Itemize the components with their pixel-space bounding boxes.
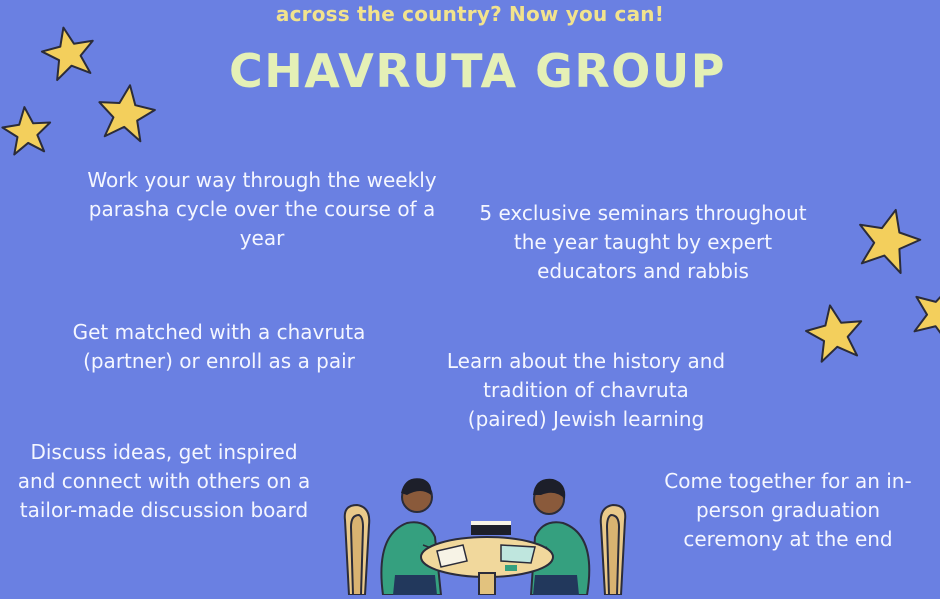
student-left xyxy=(381,478,457,595)
feature-matching: Get matched with a chavruta (partner) or enroll as a pair xyxy=(72,320,366,373)
star-icon xyxy=(0,104,56,160)
chair-right xyxy=(601,505,626,595)
students-studying-illustration xyxy=(335,465,635,599)
feature-graduation: Come together for an in-person graduation ceremony at the end xyxy=(664,469,912,551)
star-icon xyxy=(910,282,940,346)
feature-discussion-board: Discuss ideas, get inspired and connect with others on a tailor-made discussion board xyxy=(17,440,311,522)
student-right xyxy=(521,479,589,595)
feature-history: Learn about the history and tradition of chavruta (paired) Jewish learning xyxy=(446,349,726,431)
chair-left xyxy=(345,505,370,595)
star-icon xyxy=(36,24,102,84)
feature-parasha-cycle: Work your way through the weekly parasha cycle over the course of a year xyxy=(87,168,437,250)
star-icon xyxy=(90,82,162,146)
star-icon xyxy=(848,206,928,276)
page-title: CHAVRUTA GROUP xyxy=(229,44,726,98)
feature-seminars: 5 exclusive seminars throughout the year taught by expert educators and rabbis xyxy=(479,201,807,283)
star-icon xyxy=(800,302,870,366)
tagline: across the country? Now you can! xyxy=(275,2,665,26)
